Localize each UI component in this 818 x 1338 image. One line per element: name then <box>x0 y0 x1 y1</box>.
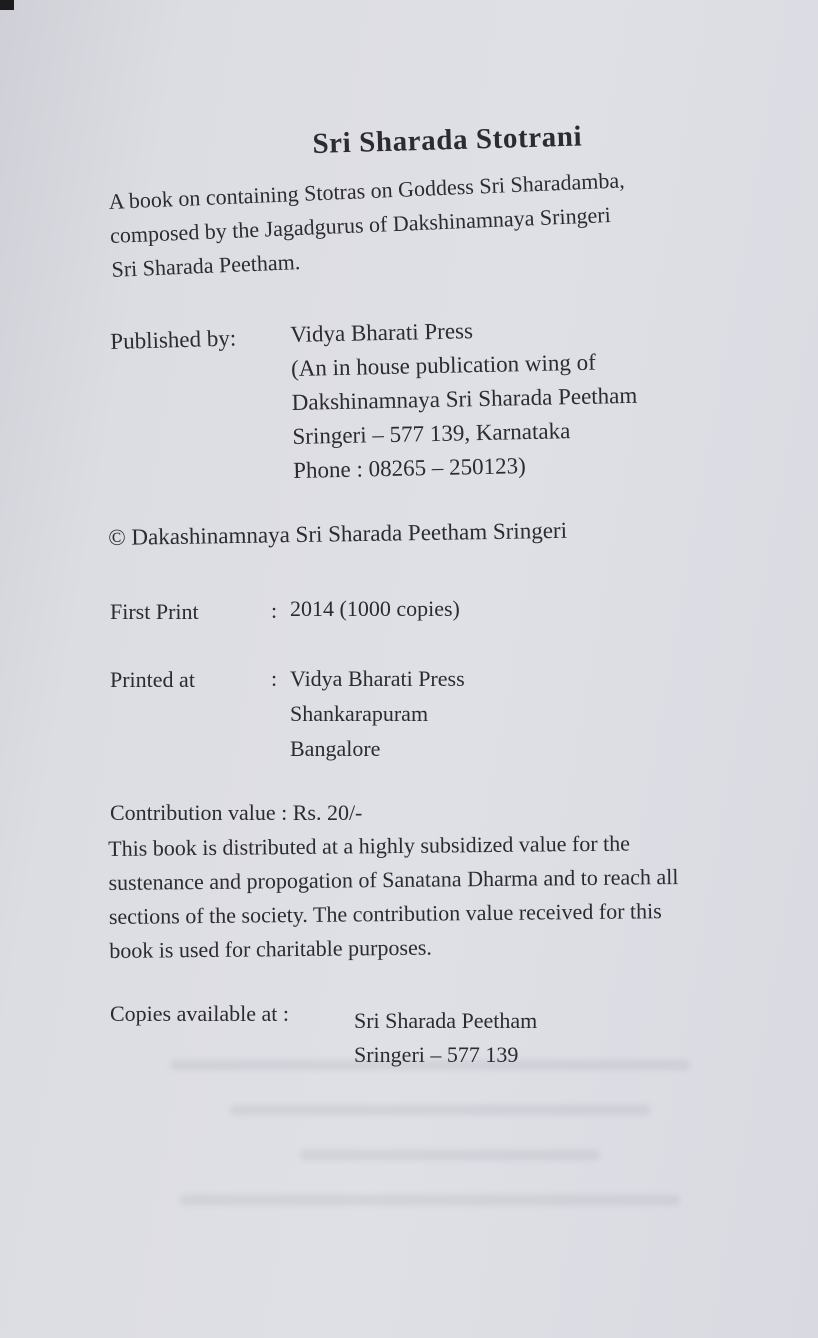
publisher-line: (An in house publication wing of <box>290 349 596 381</box>
first-print-label: First Print <box>110 599 199 624</box>
page-corner-mark <box>0 0 14 10</box>
first-print-colon: : <box>271 598 278 623</box>
description-line: A book on containing Stotras on Goddess Sri Sharadamba, <box>108 167 626 214</box>
book-title: Sri Sharada Stotrani <box>312 120 583 160</box>
description-line: Sri Sharada Peetham. <box>111 249 301 282</box>
contribution-paragraph <box>108 825 799 968</box>
contribution-heading: Contribution value : Rs. 20/- <box>110 800 363 825</box>
contribution-line: sections of the society. The contribution value received for this <box>108 898 662 929</box>
publisher-line: Dakshinamnaya Sri Sharada Peetham <box>291 382 638 415</box>
copies-line: Sringeri – 577 139 <box>354 1042 519 1067</box>
printed-at-details <box>290 661 465 766</box>
contribution-line: sustenance and propogation of Sanatana Dharma and to reach all <box>108 864 679 895</box>
publisher-line: Phone : 08265 – 250123) <box>292 453 526 483</box>
copies-line: Sri Sharada Peetham <box>354 1008 538 1033</box>
copyright-notice: © Dakashinamnaya Sri Sharada Peetham Sringeri <box>108 517 568 550</box>
contribution-line: book is used for charitable purposes. <box>109 934 432 963</box>
copies-available-details <box>354 1004 537 1072</box>
description-line: composed by the Jagadgurus of Dakshinamnaya Sringeri <box>109 201 612 248</box>
printer-line: Shankarapuram <box>290 701 429 726</box>
printed-at-colon: : <box>271 666 278 691</box>
publisher-details <box>290 311 639 488</box>
publisher-line: Vidya Bharati Press <box>290 318 474 347</box>
show-through-line <box>230 1105 650 1115</box>
show-through-line <box>180 1195 680 1205</box>
first-print-value: 2014 (1000 copies) <box>290 596 460 621</box>
show-through-line <box>300 1150 600 1160</box>
book-description <box>108 163 628 287</box>
printed-at-label: Printed at <box>110 667 195 692</box>
contribution-line: This book is distributed at a highly subsidized value for the <box>108 830 631 861</box>
copies-available-label: Copies available at : <box>110 1001 289 1026</box>
published-by-label: Published by: <box>110 325 237 354</box>
printer-line: Bangalore <box>290 736 381 761</box>
publisher-line: Sringeri – 577 139, Karnataka <box>292 418 571 449</box>
printer-line: Vidya Bharati Press <box>290 666 465 691</box>
